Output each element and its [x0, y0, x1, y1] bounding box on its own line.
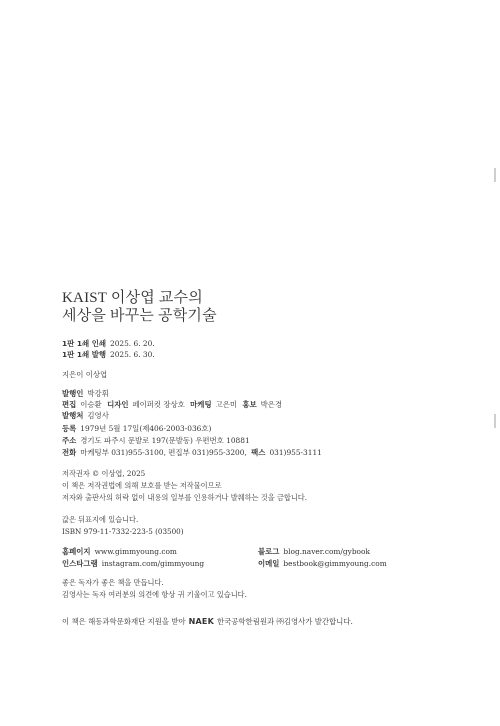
support-row [62, 617, 353, 627]
email-link[interactable]: bestbook@gimmyoung.com [283, 559, 387, 568]
fax-label: 팩스 [251, 448, 266, 457]
blog-label: 블로그 [258, 547, 280, 556]
registration-value: 1979년 5월 17일(제406-2003-036호) [80, 424, 212, 433]
first-print-row [62, 339, 155, 349]
registration-row [62, 424, 211, 434]
first-publish-row [62, 350, 155, 360]
homepage-link[interactable]: www.gimmyoung.com [94, 547, 177, 556]
email-row [258, 559, 387, 569]
motto-line-2: 김영사는 독자 여러분의 의견에 항상 귀 기울이고 있습니다. [62, 590, 247, 599]
fax-value: 031)955-3111 [269, 448, 322, 457]
publisher-label: 발행처 [62, 411, 84, 420]
address-label: 주소 [62, 436, 77, 445]
first-publish-label: 1판 1쇄 발행 [62, 350, 106, 359]
price-line: 값은 뒤표지에 있습니다. [62, 515, 139, 524]
designer: 페이퍼컷 장상호 [132, 400, 185, 409]
editor: 이승환 [80, 400, 102, 409]
staff-row [62, 400, 282, 410]
support-text-before: 이 책은 해동과학문화재단 지원을 받아 [62, 617, 186, 626]
design-label: 디자인 [107, 400, 129, 409]
homepage-row [62, 547, 177, 557]
instagram-row [62, 559, 204, 569]
support-text-after: 한국공학한림원과 ㈜김영사가 발간합니다. [217, 617, 353, 626]
book-title-line-1: KAIST 이상엽 교수의 [62, 290, 203, 306]
instagram-link[interactable]: instagram.com/gimmyoung [101, 559, 205, 568]
copyright-line-3: 저자와 출판사의 허락 없이 내용의 일부를 인용하거나 발췌하는 것을 금합니다. [62, 493, 308, 502]
marketing: 고은미 [215, 400, 238, 409]
address-row [62, 436, 250, 446]
pr-label: 홍보 [242, 400, 257, 409]
editor-label: 편집 [62, 400, 77, 409]
first-print-label: 1판 1쇄 인쇄 [62, 339, 106, 348]
motto-line-1: 좋은 독자가 좋은 책을 만듭니다. [62, 578, 164, 587]
instagram-label: 인스타그램 [62, 559, 98, 568]
isbn-line: ISBN 979-11-7332-223-5 (03500) [62, 527, 184, 536]
address-value: 경기도 파주시 문발로 197(문발동) 우편번호 10881 [80, 436, 250, 445]
page-edge-mark [494, 414, 496, 428]
publisher-person-row [62, 389, 109, 399]
publisher-person: 박강휘 [87, 389, 109, 398]
phone-row [62, 448, 322, 458]
marketing-label: 마케팅 [190, 400, 212, 409]
pr: 박은경 [260, 400, 283, 409]
publisher-person-label: 발행인 [62, 389, 84, 398]
phone-label: 전화 [62, 448, 77, 457]
email-label: 이메일 [258, 559, 280, 568]
naek-logo: NAEK [188, 617, 214, 626]
registration-label: 등록 [62, 424, 77, 433]
author-label: 지은이 [62, 370, 84, 379]
copyright-line-2: 이 책은 저작권법에 의해 보호를 받는 저작물이므로 [62, 481, 222, 490]
first-publish-date: 2025. 6. 30. [110, 350, 155, 359]
book-title-line-2: 세상을 바꾸는 공학기술 [62, 308, 217, 324]
author-row [62, 370, 107, 380]
first-print-date: 2025. 6. 20. [110, 339, 155, 348]
author-name: 이상엽 [85, 370, 108, 379]
copyright-line-1: 저작권자 © 이상엽, 2025 [62, 469, 146, 478]
blog-link[interactable]: blog.naver.com/gybook [283, 547, 370, 556]
publisher: 김영사 [87, 411, 109, 420]
homepage-label: 홈페이지 [62, 547, 91, 556]
phone-value: 마케팅부 031)955-3100, 편집부 031)955-3200, [80, 448, 247, 457]
blog-row [258, 547, 370, 557]
publisher-row [62, 411, 109, 421]
page-edge-mark [494, 168, 496, 182]
